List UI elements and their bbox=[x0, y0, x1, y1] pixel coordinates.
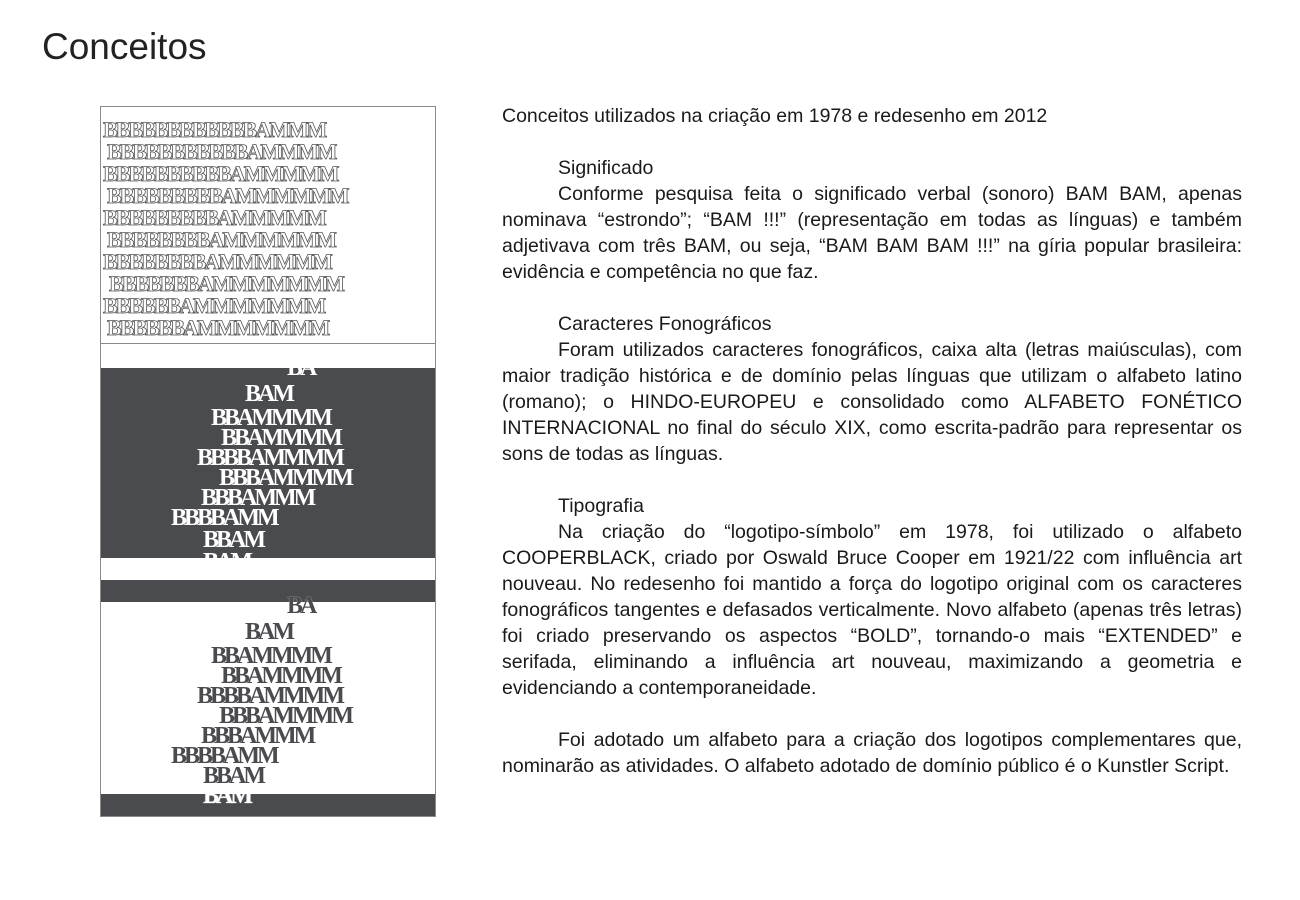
logo-row: BBBAMMM bbox=[201, 485, 314, 511]
logo-row: BBBBAMMMM bbox=[197, 683, 342, 709]
logo-artwork bbox=[100, 106, 436, 817]
logo-row: BBAM bbox=[203, 763, 263, 789]
section-heading: Tipografia bbox=[558, 495, 644, 517]
logo-row: BAM bbox=[203, 549, 250, 575]
logo-row: BAM bbox=[203, 783, 250, 809]
logo-row: BA bbox=[287, 593, 315, 619]
logo-row: BBBAMMMM bbox=[219, 465, 351, 491]
pattern-row: BBBBBBAMMMMMMM bbox=[103, 293, 325, 318]
section-body: Conforme pesquisa feita o significado verbal (sonoro) BAM BAM, apenas nominava “estrondo”; “BAM !!!” (representação em todas as línguas) e também adjetivava com três BAM, ou seja, “BAM BAM BAM !!!” na gíria popular brasileira: evidência e competência no que faz. bbox=[502, 183, 1242, 283]
logo-row: BAM bbox=[245, 619, 292, 645]
pattern-row: BBBBBBBBBBAMMMMM bbox=[103, 161, 338, 186]
bam-pattern-panel bbox=[101, 107, 435, 344]
logo-row: BBBAMMMM bbox=[219, 703, 351, 729]
logo-row: BBAM bbox=[203, 527, 263, 553]
pattern-row: BBBBBBBAMMMMMMM bbox=[109, 271, 343, 296]
closing-paragraph: Foi adotado um alfabeto para a criação dos logotipos complementares que, nominarão as atividades. O alfabeto adotado de domínio público é o Kunstler Script. bbox=[502, 729, 1242, 777]
pattern-row: BBBBBBBBAMMMMMM bbox=[107, 227, 335, 252]
logo-row: BBAMMMM bbox=[221, 425, 340, 451]
pattern-row: BBBBBBBBBBBAMMMM bbox=[107, 139, 336, 164]
logo-row: BBAMMMM bbox=[221, 663, 340, 689]
section-heading: Significado bbox=[558, 157, 654, 179]
logo-row: BBBBAMMMM bbox=[197, 445, 342, 471]
pattern-row: BBBBBBBBBAMMMMM bbox=[103, 205, 325, 230]
section-heading: Caracteres Fonográficos bbox=[558, 313, 772, 335]
logo-row: BBAMMMM bbox=[211, 643, 330, 669]
concepts-text bbox=[502, 103, 1242, 779]
pattern-row: BBBBBBBBBBBBAMMM bbox=[103, 117, 326, 142]
section-body: Foram utilizados caracteres fonográficos, caixa alta (letras maiúsculas), com maior tradição histórica e de domínio pelas línguas que utilizam o alfabeto latino (romano); o HINDO-EUROPEU e consolidado como ALFABETO FONÉTICO INTERNACIONAL no final do século XIX, como escrita-padrão para representar os sons de todas as línguas. bbox=[502, 339, 1242, 465]
pattern-row: BBBBBBBBAMMMMMM bbox=[103, 249, 331, 274]
logo-light-panel bbox=[101, 580, 435, 816]
logo-row: BBBBAMM bbox=[171, 505, 277, 531]
intro-line: Conceitos utilizados na criação em 1978 e redesenho em 2012 bbox=[502, 105, 1048, 127]
section-body: Na criação do “logotipo-símbolo” em 1978, foi utilizado o alfabeto COOPERBLACK, criado por Oswald Bruce Cooper em 1921/22 com influência art nouveau. No redesenho foi mantido a força do logotipo original com os caracteres fonográficos tangentes e defasados verticalmente. Novo alfabeto (apenas três letras) foi criado preservando os aspectos “BOLD”, tornando-o mais “EXTENDED” e serifada, eliminando a influência art nouveau, maximizando a geometria e evidenciando a contemporaneidade. bbox=[502, 521, 1242, 699]
logo-row: BBBBAMM bbox=[171, 743, 277, 769]
pattern-row: BBBBBBAMMMMMMM bbox=[107, 315, 329, 340]
logo-row: BA bbox=[287, 355, 315, 381]
pattern-row: BBBBBBBBBAMMMMMM bbox=[107, 183, 348, 208]
logo-row: BBBAMMM bbox=[201, 723, 314, 749]
page-title: Conceitos bbox=[42, 26, 207, 67]
logo-row: BBAMMMM bbox=[211, 405, 330, 431]
dark-band-top bbox=[101, 580, 435, 602]
dark-band-bottom bbox=[101, 794, 435, 816]
logo-row: BAM bbox=[245, 381, 292, 407]
logo-dark-panel bbox=[101, 344, 435, 580]
